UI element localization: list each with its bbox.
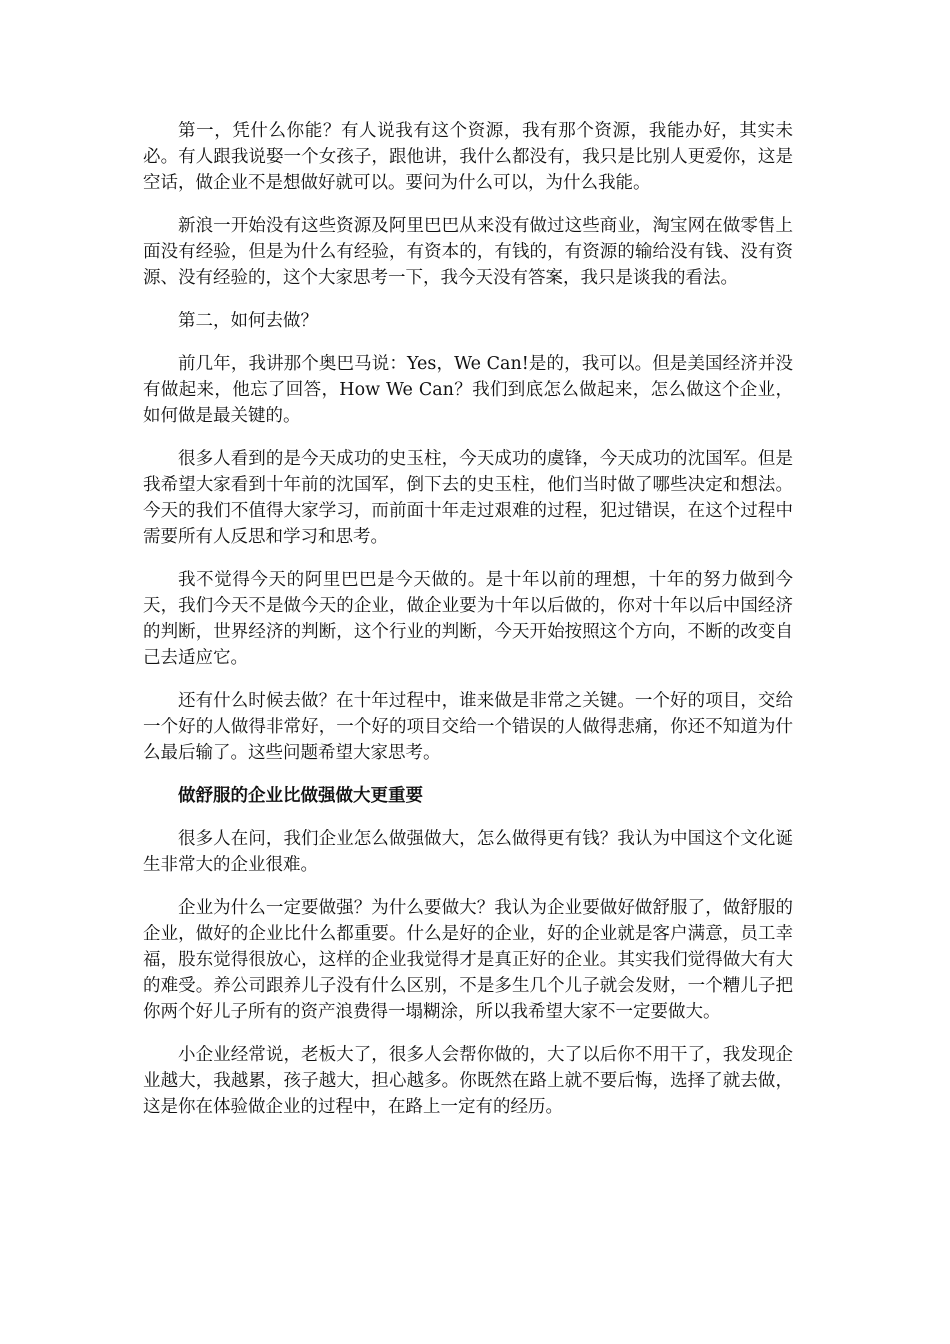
section-heading: 做舒服的企业比做强做大更重要 bbox=[178, 786, 423, 806]
paragraph-how-to-do: 第二，如何去做？ bbox=[178, 311, 318, 331]
paragraph-small-enterprise: 小企业经常说，老板大了，很多人会帮你做的，大了以后你不用干了，我发现企业越大，我越累，孩子越大，担心越多。你既然在路上就不要后悔，选择了就去做，这是你在体验做企业的过程中，在路上一定有的经历。 bbox=[143, 1045, 793, 1117]
paragraph-success-stories: 很多人看到的是今天成功的史玉柱，今天成功的虞锋，今天成功的沈国军。但是我希望大家看到十年前的沈国军，倒下去的史玉柱，他们当时做了哪些决定和想法。今天的我们不值得大家学习，而前面十年走过艰难的过程，犯过错误，在这个过程中需要所有人反思和学习和思考。 bbox=[143, 449, 793, 547]
paragraph-comfortable-enterprise: 企业为什么一定要做强？为什么要做大？我认为企业要做好做舒服了，做舒服的企业，做好的企业比什么都重要。什么是好的企业，好的企业就是客户满意，员工幸福，股东觉得很放心，这样的企业我觉得才是真正好的企业。其实我们觉得做大有大的难受。养公司跟养儿子没有什么区别，不是多生几个儿子就会发财，一个糟儿子把你两个好儿子所有的资产浪费得一塌糊涂，所以我希望大家不一定要做大。 bbox=[143, 898, 793, 1022]
paragraph-when-to-do: 还有什么时候去做？在十年过程中，谁来做是非常之关键。一个好的项目，交给一个好的人做得非常好，一个好的项目交给一个错误的人做得悲痛，你还不知道为什么最后输了。这些问题希望大家思考。 bbox=[143, 691, 793, 763]
paragraph-alibaba-ten-years: 我不觉得今天的阿里巴巴是今天做的。是十年以前的理想，十年的努力做到今天，我们今天不是做今天的企业，做企业要为十年以后做的，你对十年以后中国经济的判断，世界经济的判断，这个行业的判断，今天开始按照这个方向，不断的改变自己去适应它。 bbox=[143, 570, 793, 668]
paragraph-obama: 前几年，我讲那个奥巴马说：Yes，We Can!是的，我可以。但是美国经济并没有做起来，他忘了回答，How We Can？我们到底怎么做起来，怎么做这个企业，如何做是最关键的。 bbox=[143, 354, 793, 426]
paragraph-strong-big: 很多人在问，我们企业怎么做强做大，怎么做得更有钱？我认为中国这个文化诞生非常大的企业很难。 bbox=[143, 829, 793, 875]
paragraph-why-you: 第一，凭什么你能？有人说我有这个资源，我有那个资源，我能办好，其实未必。有人跟我说娶一个女孩子，跟他讲，我什么都没有，我只是比别人更爱你，这是空话，做企业不是想做好就可以。要问为什么可以，为什么我能。 bbox=[143, 121, 793, 193]
paragraph-sina-taobao: 新浪一开始没有这些资源及阿里巴巴从来没有做过这些商业，淘宝网在做零售上面没有经验，但是为什么有经验，有资本的，有钱的，有资源的输给没有钱、没有资源、没有经验的，这个大家思考一下，我今天没有答案，我只是谈我的看法。 bbox=[143, 216, 793, 288]
